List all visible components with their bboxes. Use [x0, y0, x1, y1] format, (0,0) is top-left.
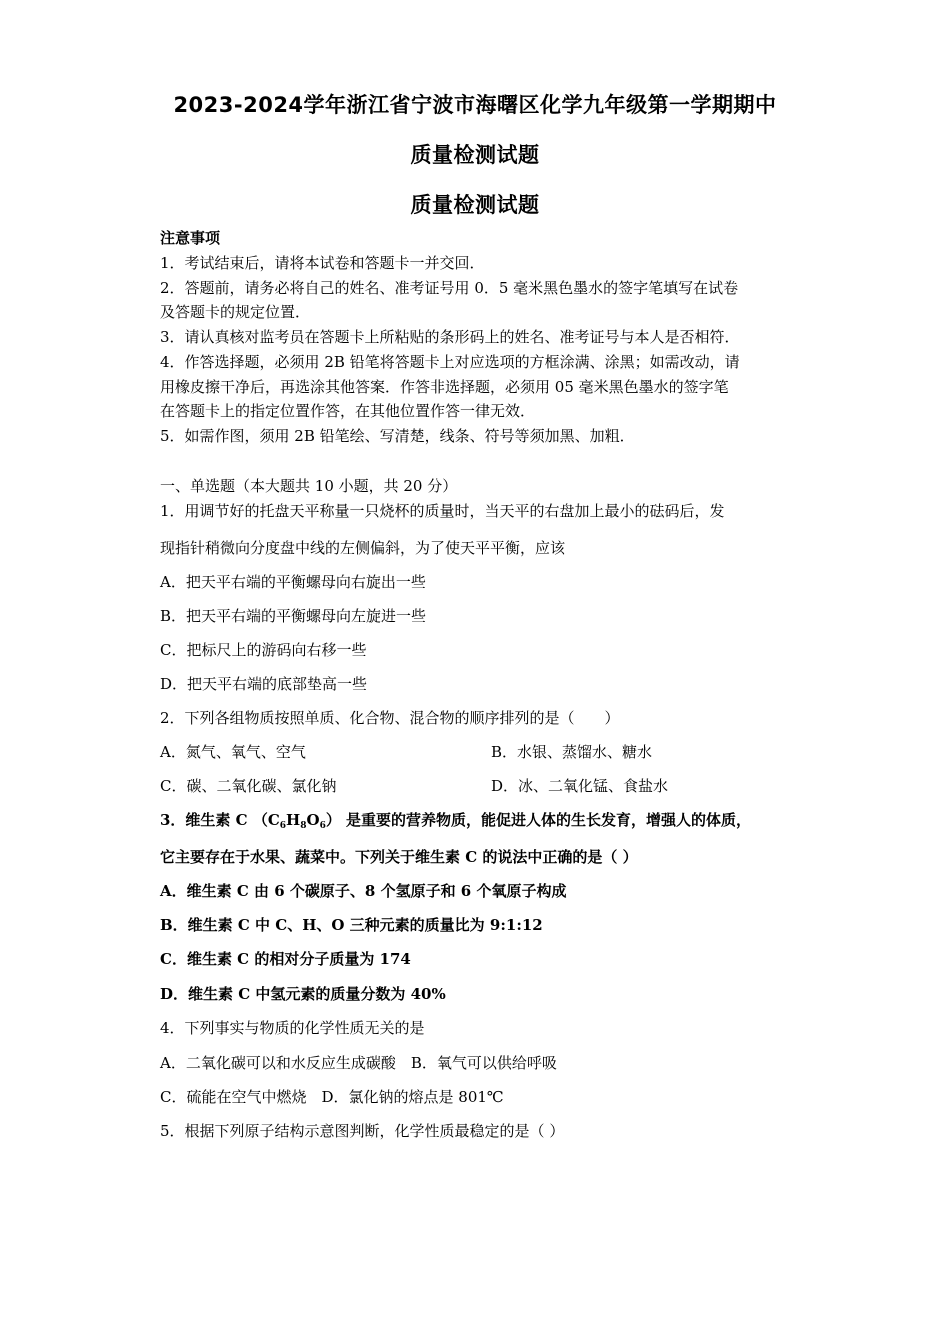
notice-line-7: 在答题卡上的指定位置作答，在其他位置作答一律无效． [160, 402, 536, 420]
notice-heading: 注意事项 [160, 229, 221, 247]
notice-line-6: 用橡皮擦干净后，再选涂其他答案．作答非选择题，必须用 05 毫米黑色墨水的签字笔 [160, 378, 729, 396]
q3-stem-prefix: 3．维生素 C （C [160, 811, 280, 829]
notice-line-1: 1．考试结束后，请将本试卷和答题卡一并交回． [160, 254, 485, 272]
q1-option-b: B．把天平右端的平衡螺母向左旋进一些 [160, 607, 427, 625]
q3-option-b: B．维生素 C 中 C、H、O 三种元素的质量比为 9:1:12 [160, 916, 543, 934]
notice-line-2: 2．答题前，请务必将自己的姓名、准考证号用 0．5 毫米黑色墨水的签字笔填写在试卷 [160, 279, 739, 297]
q2-option-b: B．水银、蒸馏水、糖水 [491, 743, 653, 761]
q2-stem: 2．下列各组物质按照单质、化合物、混合物的顺序排列的是（ ） [160, 709, 620, 727]
q3-stem-suffix: ） 是重要的营养物质，能促进人体的生长发育，增强人的体质， [325, 811, 752, 829]
notice-line-5: 4．作答选择题，必须用 2B 铅笔将答题卡上对应选项的方框涂满、涂黑；如需改动，请 [160, 353, 740, 371]
q1-stem-line-1: 1．用调节好的托盘天平称量一只烧杯的质量时，当天平的右盘加上最小的砝码后，发 [160, 502, 725, 520]
q2-option-a: A．氮气、氧气、空气 [160, 743, 306, 761]
q3-option-d: D．维生素 C 中氢元素的质量分数为 40% [160, 985, 446, 1003]
exam-title-line-1: 2023-2024学年浙江省宁波市海曙区化学九年级第一学期期中 [173, 93, 777, 117]
q1-option-d: D．把天平右端的底部垫高一些 [160, 675, 368, 693]
q2-option-c: C．碳、二氧化碳、氯化钠 [160, 777, 337, 795]
q3-option-a: A．维生素 C 由 6 个碳原子、8 个氢原子和 6 个氧原子构成 [160, 882, 567, 900]
section-heading: 一、单选题（本大题共 10 小题，共 20 分） [160, 477, 458, 495]
q3-formula-sub-h: 8 [300, 821, 307, 831]
exam-title-line-2: 质量检测试题 [410, 143, 540, 167]
notice-line-3: 及答题卡的规定位置． [160, 303, 311, 321]
notice-line-8: 5．如需作图，须用 2B 铅笔绘、写清楚，线条、符号等须加黑、加粗． [160, 427, 635, 445]
q3-formula-sub-o: 6 [319, 821, 326, 831]
q3-stem-line-1 [160, 810, 751, 830]
exam-title-line-3: 质量检测试题 [410, 193, 540, 217]
notice-line-4: 3．请认真核对监考员在答题卡上所粘贴的条形码上的姓名、准考证号与本人是否相符． [160, 328, 740, 346]
q4-stem: 4．下列事实与物质的化学性质无关的是 [160, 1019, 425, 1037]
q3-formula-sub-c: 6 [279, 821, 287, 831]
q5-stem: 5．根据下列原子结构示意图判断，化学性质最稳定的是（ ） [160, 1122, 565, 1140]
q3-stem-line-2: 它主要存在于水果、蔬菜中。下列关于维生素 C 的说法中正确的是（ ） [160, 848, 638, 866]
q3-formula-o: O [306, 811, 320, 829]
q2-option-d: D．冰、二氧化锰、食盐水 [491, 777, 669, 795]
q3-formula-h: H [286, 811, 301, 829]
q1-option-a: A．把天平右端的平衡螺母向右旋出一些 [160, 573, 426, 591]
q4-options-ab: A．二氧化碳可以和水反应生成碳酸 B．氧气可以供给呼吸 [160, 1054, 557, 1072]
q4-options-cd: C．硫能在空气中燃烧 D．氯化钠的熔点是 801℃ [160, 1088, 504, 1106]
q1-option-c: C．把标尺上的游码向右移一些 [160, 641, 367, 659]
q3-option-c: C．维生素 C 的相对分子质量为 174 [160, 950, 411, 968]
q1-stem-line-2: 现指针稍微向分度盘中线的左侧偏斜，为了使天平平衡，应该 [160, 539, 566, 557]
